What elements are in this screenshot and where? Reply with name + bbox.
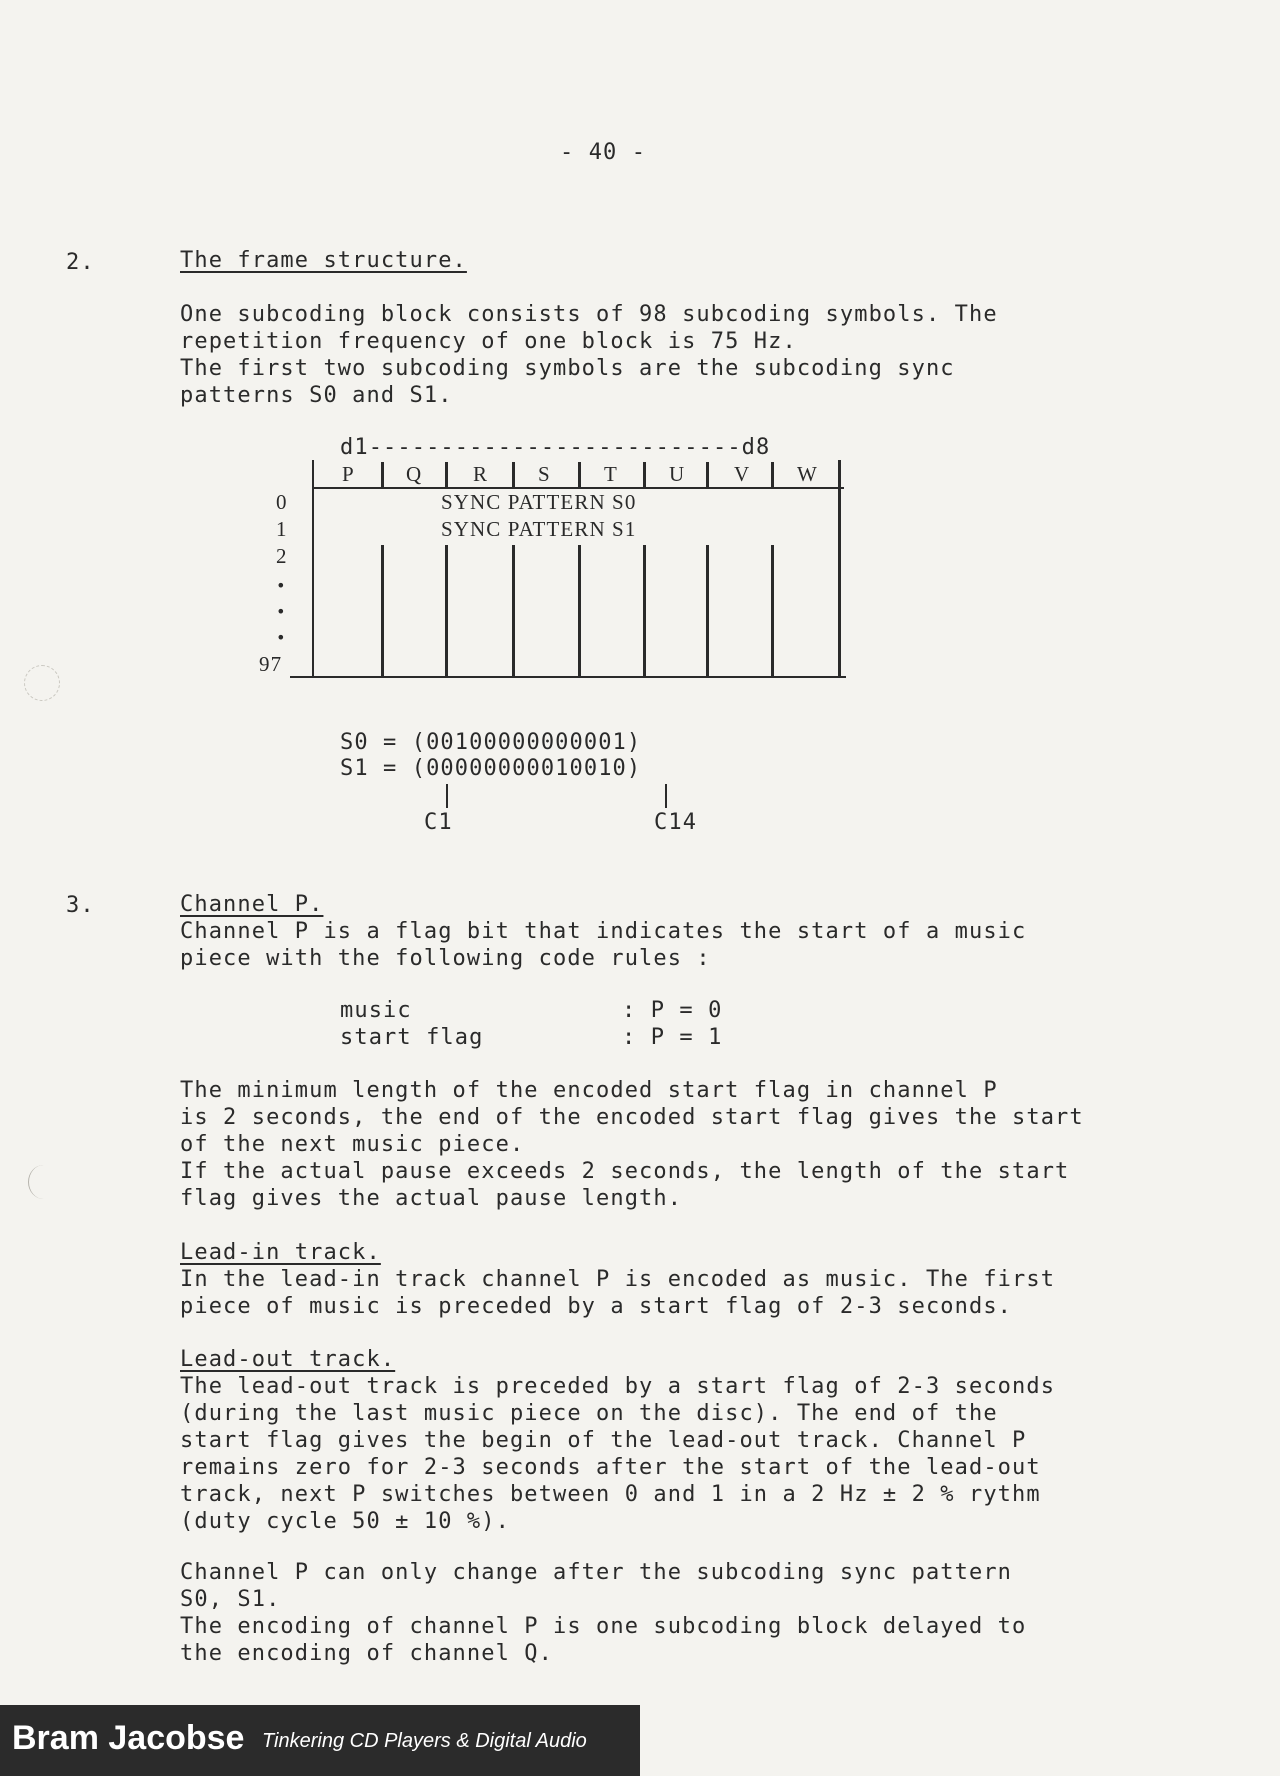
column-divider [771, 545, 774, 676]
diagram-top-label: d1--------------------------d8 [340, 435, 771, 460]
column-divider [578, 545, 581, 676]
paragraph-line: start flag gives the begin of the lead-out track. Channel P [180, 1428, 1027, 1453]
row-ellipsis-dot: • [276, 602, 287, 621]
c1-pointer [446, 784, 448, 808]
frame-right-border [838, 460, 841, 678]
s0-pattern: S0 = (00100000000001) [340, 730, 642, 755]
rule-name: start flag [340, 1025, 484, 1050]
paragraph-line: The encoding of channel P is one subcoding block delayed to [180, 1614, 1027, 1639]
column-divider [381, 545, 384, 676]
column-label-t: T [604, 462, 618, 486]
column-tick [771, 462, 774, 487]
c1-label: C1 [424, 810, 453, 835]
c14-pointer [665, 784, 667, 808]
column-divider [706, 545, 709, 676]
paragraph-line: piece with the following code rules : [180, 946, 711, 971]
column-label-v: V [734, 462, 751, 486]
column-label-q: Q [406, 462, 423, 486]
lead-in-heading: Lead-in track. [180, 1240, 381, 1265]
sync-pattern-s0-label: SYNC PATTERN S0 [441, 490, 637, 514]
column-divider [512, 545, 515, 676]
punch-hole-mark [24, 665, 60, 701]
paragraph-line: One subcoding block consists of 98 subcoding symbols. The [180, 302, 998, 327]
frame-left-border [312, 460, 314, 678]
paragraph-line: The minimum length of the encoded start flag in channel P [180, 1078, 998, 1103]
s1-pattern: S1 = (00000000010010) [340, 756, 642, 781]
paragraph-line: In the lead-in track channel P is encoded as music. The first [180, 1267, 1056, 1292]
paragraph-line: piece of music is preceded by a start flag of 2-3 seconds. [180, 1294, 1013, 1319]
c14-label: C14 [654, 810, 698, 835]
punch-hole-mark [28, 1165, 59, 1199]
column-tick [706, 462, 709, 487]
paragraph-line: (duty cycle 50 ± 10 %). [180, 1509, 510, 1534]
row-label-0: 0 [276, 490, 288, 514]
row-ellipsis-dot: • [276, 628, 287, 647]
column-label-u: U [669, 462, 686, 486]
section-3-number: 3. [66, 893, 95, 918]
lead-out-heading: Lead-out track. [180, 1347, 396, 1372]
paragraph-line: The lead-out track is preceded by a start flag of 2-3 seconds [180, 1374, 1056, 1399]
paragraph-line: repetition frequency of one block is 75 Hz. [180, 329, 797, 354]
paragraph-line: (during the last music piece on the disc). The end of the [180, 1401, 998, 1426]
column-tick [512, 462, 515, 487]
paragraph-line: flag gives the actual pause length. [180, 1186, 683, 1211]
paragraph-line: the encoding of channel Q. [180, 1641, 553, 1666]
column-divider [445, 545, 448, 676]
column-label-p: P [342, 462, 355, 486]
column-tick [445, 462, 448, 487]
footer-tagline: Tinkering CD Players & Digital Audio [262, 1730, 587, 1752]
column-tick [381, 462, 384, 487]
row-label-97: 97 [259, 652, 283, 676]
rule-value: : P = 0 [622, 998, 723, 1023]
paragraph-line: If the actual pause exceeds 2 seconds, the length of the start [180, 1159, 1070, 1184]
paragraph-line: of the next music piece. [180, 1132, 525, 1157]
paragraph-line: Channel P can only change after the subcoding sync pattern [180, 1560, 1013, 1585]
row-label-2: 2 [276, 544, 288, 568]
paragraph-line: remains zero for 2-3 seconds after the start of the lead-out [180, 1455, 1041, 1480]
sync-pattern-s1-label: SYNC PATTERN S1 [441, 517, 637, 541]
column-tick [578, 462, 581, 487]
row-label-1: 1 [276, 517, 288, 541]
paragraph-line: The first two subcoding symbols are the subcoding sync [180, 356, 955, 381]
row-ellipsis-dot: • [276, 576, 287, 595]
frame-bottom-border [290, 676, 846, 678]
paragraph-line: S0, S1. [180, 1587, 281, 1612]
paragraph-line: patterns S0 and S1. [180, 383, 453, 408]
frame-top-border [312, 487, 844, 489]
rule-value: : P = 1 [622, 1025, 723, 1050]
section-2-heading: The frame structure. [180, 248, 467, 273]
column-label-r: R [473, 462, 489, 486]
column-label-s: S [538, 462, 551, 486]
column-tick [643, 462, 646, 487]
column-divider [643, 545, 646, 676]
paragraph-line: Channel P is a flag bit that indicates the start of a music [180, 919, 1027, 944]
section-3-heading: Channel P. [180, 892, 324, 917]
footer-banner [0, 1705, 640, 1776]
paragraph-line: is 2 seconds, the end of the encoded start flag gives the start [180, 1105, 1084, 1130]
section-2-number: 2. [66, 250, 95, 275]
footer-author-name: Bram Jacobse [12, 1719, 245, 1757]
column-label-w: W [797, 462, 818, 486]
paragraph-line: track, next P switches between 0 and 1 in a 2 Hz ± 2 % rythm [180, 1482, 1041, 1507]
page-number: - 40 - [560, 140, 647, 165]
rule-name: music [340, 998, 412, 1023]
